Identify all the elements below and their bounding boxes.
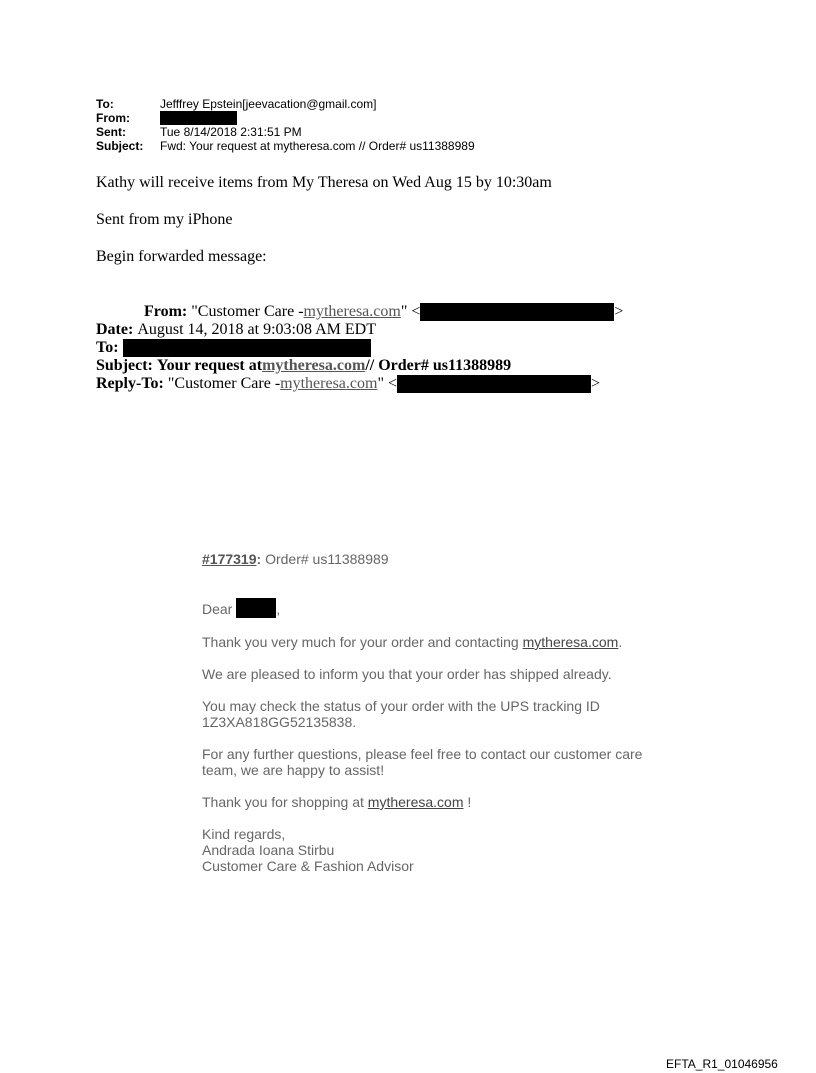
fwd-replyto-redaction: [397, 375, 591, 393]
to-label: To:: [96, 97, 114, 111]
body-line-sent-from: Sent from my iPhone: [96, 211, 233, 228]
fwd-subject-link[interactable]: mytheresa.com: [262, 357, 366, 374]
thanks-period: .: [618, 634, 623, 650]
subject-row: [96, 139, 475, 153]
thanks-text: Thank you very much for your order and contacting: [202, 634, 523, 650]
ticket-text: Order# us11388989: [261, 551, 389, 567]
from-redaction: [160, 111, 237, 125]
greeting-comma: ,: [276, 601, 281, 617]
fwd-date-row: [96, 321, 623, 339]
ticket-id-link[interactable]: #177319: [202, 551, 257, 567]
document-id: EFTA_R1_01046956: [666, 1057, 778, 1071]
fwd-from-redaction: [420, 303, 614, 321]
fwd-from-close: >: [614, 303, 624, 320]
from-label: From:: [96, 111, 130, 125]
shopping-link[interactable]: mytheresa.com: [367, 794, 464, 810]
forwarded-headers: [96, 303, 623, 393]
sent-row: [96, 125, 475, 139]
fwd-subject-post: // Order# us11388989: [365, 357, 512, 374]
sent-label: Sent:: [96, 125, 126, 139]
shopping-text: Thank you for shopping at: [202, 794, 368, 810]
shopping-paragraph: [202, 794, 672, 810]
from-row: [96, 111, 475, 125]
fwd-date-label: Date:: [96, 321, 134, 338]
to-row: [96, 97, 475, 111]
greeting-name-redaction: [236, 598, 276, 618]
shopping-suffix: !: [463, 794, 472, 810]
fwd-subject-row: [96, 357, 623, 375]
greeting-line: [202, 598, 672, 618]
fwd-subject-pre: Your request at: [156, 357, 263, 374]
ticket-colon: :: [256, 551, 262, 567]
fwd-to-label: To:: [96, 339, 119, 356]
subject-value: Fwd: Your request at mytheresa.com // Order# us11388989: [160, 139, 475, 153]
questions-paragraph: For any further questions, please feel free to contact our customer care team, we are happy to assist!: [202, 746, 643, 778]
fwd-replyto-row: [96, 375, 623, 393]
fwd-subject-label: Subject:: [96, 357, 153, 374]
shipped-paragraph: We are pleased to inform you that your order has shipped already.: [202, 666, 612, 682]
fwd-from-label: From:: [144, 303, 188, 320]
fwd-replyto-close: >: [591, 375, 601, 392]
fwd-replyto-pre: "Customer Care -: [167, 375, 281, 392]
fwd-to-redaction: [123, 339, 371, 357]
fwd-from-name-pre: "Customer Care -: [191, 303, 304, 320]
subject-label: Subject:: [96, 139, 144, 153]
fwd-from-name-post: " <: [400, 303, 421, 320]
fwd-date-value: August 14, 2018 at 9:03:08 AM EDT: [137, 321, 376, 338]
body-line-delivery: Kathy will receive items from My Theresa on Wed Aug 15 by 10:30am: [96, 174, 552, 191]
signer-title: Customer Care & Fashion Advisor: [202, 858, 414, 874]
body-line-begin-forwarded: Begin forwarded message:: [96, 248, 267, 265]
ticket-line: [202, 551, 672, 567]
fwd-to-row: [96, 339, 623, 357]
fwd-from-row: [96, 303, 623, 321]
email-header: [96, 97, 475, 153]
thanks-link[interactable]: mytheresa.com: [522, 634, 619, 650]
regards-line: Kind regards,: [202, 826, 286, 842]
thanks-paragraph: [202, 634, 672, 650]
fwd-from-link[interactable]: mytheresa.com: [303, 303, 401, 320]
greeting-dear: Dear: [202, 601, 233, 617]
forwarded-message-body: [202, 551, 672, 874]
fwd-replyto-label: Reply-To:: [96, 375, 164, 392]
to-value: Jefffrey Epstein[jeevacation@gmail.com]: [160, 97, 377, 111]
signer-name: Andrada Ioana Stirbu: [202, 842, 335, 858]
fwd-replyto-link[interactable]: mytheresa.com: [280, 375, 378, 392]
tracking-paragraph: You may check the status of your order with the UPS tracking ID 1Z3XA818GG52135838.: [202, 698, 600, 730]
fwd-replyto-post: " <: [377, 375, 397, 392]
sent-value: Tue 8/14/2018 2:31:51 PM: [160, 125, 302, 139]
